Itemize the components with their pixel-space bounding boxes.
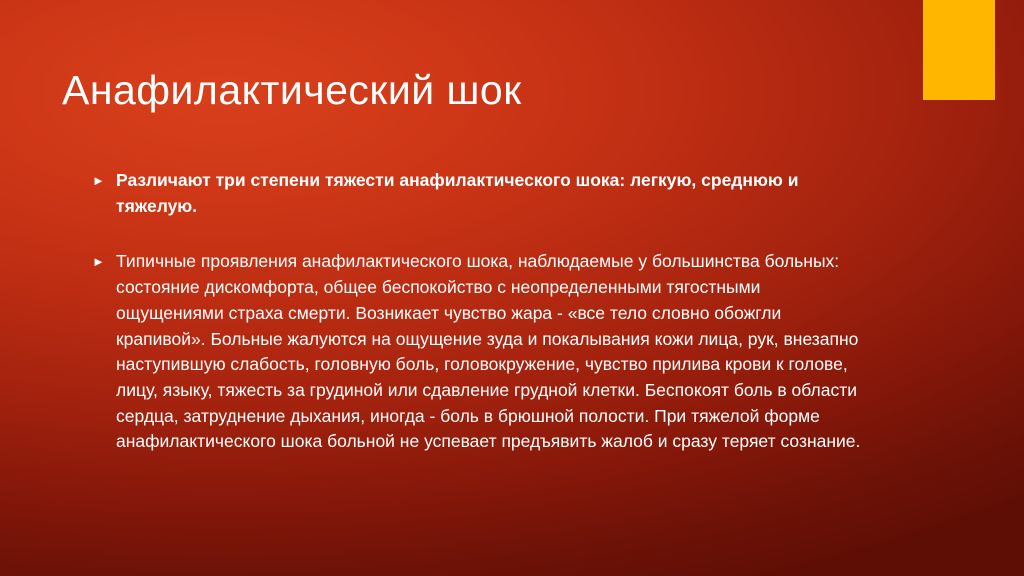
bullet-text: Различают три степени тяжести анафилактического шока: легкую, среднюю и тяжелую.: [116, 170, 799, 216]
bullet-text: Типичные проявления анафилактического шока, наблюдаемые у большинства больных: состояние дискомфорта, общее беспокойство с неопределенными тягостными ощущениями страха смерти. Возникает чувство жара - «все тело словно обожгли крапивой». Больные жалуются на ощущение зуда и покалывания кожи лица, рук, внезапно наступившую слабость, головную боль, головокружение, чувство прилива крови к голове, лицу, языку, тяжесть за грудиной или сдавление грудной клетки. Беспокоят боль в области сердца, затруднение дыхания, иногда - боль в брюшной полости. При тяжелой форме анафилактического шока больной не успевает предъявить жалоб и сразу теряет сознание.: [116, 251, 861, 452]
bullet-marker-icon: ►: [92, 254, 105, 270]
bullet-item: [92, 168, 872, 219]
bullet-item: [92, 249, 872, 455]
slide-body: [92, 168, 872, 455]
accent-rectangle: [923, 0, 995, 100]
slide-title: Анафилактический шок: [62, 67, 522, 114]
bullet-marker-icon: ►: [92, 173, 105, 188]
